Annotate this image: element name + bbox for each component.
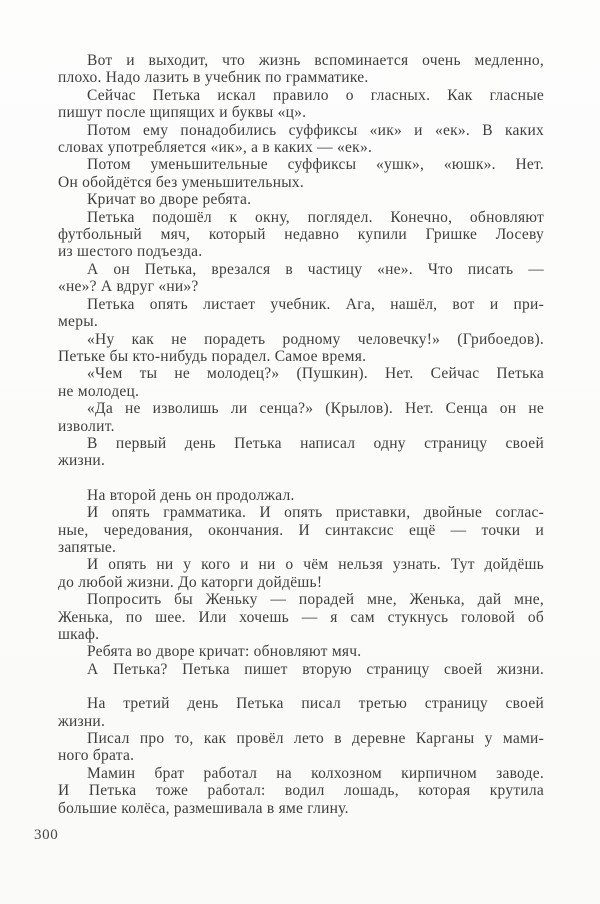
page-text	[58, 52, 544, 817]
text-line: ные, чередования, окончания. И синтаксис ещё — точки и	[58, 521, 544, 539]
text-line: шкаф.	[58, 626, 100, 643]
text-line: Кричат во дворе ребята.	[87, 191, 252, 209]
text-line: В первый день Петька написал одну страницу своей	[87, 434, 544, 452]
paragraph	[58, 331, 544, 366]
paragraph	[58, 765, 544, 817]
paragraph	[58, 191, 544, 208]
text-line: запятые.	[58, 538, 117, 556]
paragraph	[58, 591, 544, 643]
paragraph	[58, 209, 544, 261]
text-line: Мамин брат работал на колхозном кирпичном заводе.	[87, 764, 544, 782]
paragraph	[58, 156, 544, 191]
text-line: И Петька тоже работал: водил лошадь, которая крутила	[58, 782, 544, 800]
text-line: изволит.	[58, 417, 115, 435]
text-line: Ребята во дворе кричат: обновляют мяч.	[87, 643, 362, 661]
text-line: А Петька? Петька пишет вторую страницу своей жизни.	[87, 660, 544, 678]
text-line: ного брата.	[58, 747, 135, 765]
paragraph	[58, 730, 544, 765]
text-line: не молодец.	[58, 382, 140, 400]
text-line: жизни.	[58, 712, 106, 730]
text-line: Петьке бы кто-нибудь порадел. Самое время.	[58, 347, 367, 365]
paragraph	[58, 435, 544, 470]
paragraph	[58, 400, 544, 435]
paragraph	[58, 504, 544, 556]
text-line: Вот и выходит, что жизнь вспоминается очень медленно,	[87, 52, 544, 69]
text-line: На второй день он продолжал.	[87, 486, 295, 504]
text-line: И опять ни у кого и ни о чём нельзя узнать. Тут дойдёшь	[87, 556, 544, 574]
text-line: до любой жизни. До каторги дойдёшь!	[58, 573, 323, 591]
paragraph	[58, 695, 544, 730]
text-line: «не»? А вдруг «ни»?	[58, 278, 199, 296]
text-line: Потом ему понадобились суффиксы «ик» и «ек». В каких	[87, 121, 544, 139]
text-line: На третий день Петька писал третью страницу своей	[87, 695, 544, 713]
paragraph	[58, 296, 544, 331]
text-line: меры.	[58, 313, 98, 331]
paragraph	[58, 487, 544, 504]
text-line: плохо. Надо лазить в учебник по грамматике.	[58, 69, 369, 87]
text-line: Потом уменьшительные суффиксы «ушк», «юшк». Нет.	[87, 156, 544, 174]
text-line: большие колёса, размешивала в яме глину.	[58, 799, 349, 817]
text-line: «Чем ты не молодец?» (Пушкин). Нет. Сейчас Петька	[87, 365, 544, 383]
text-line: словах употребляется «ик», а в каких — «ек».	[58, 139, 373, 157]
text-line: А он Петька, врезался в частицу «не». Что писать —	[87, 260, 544, 278]
text-line: Попросить бы Женьку — порадей мне, Женька, дай мне,	[87, 591, 544, 609]
paragraph	[58, 52, 544, 87]
text-line: из шестого подъезда.	[58, 243, 203, 261]
text-line: «Да не изволишь ли сенца?» (Крылов). Нет. Сенца он не	[87, 400, 544, 418]
text-line: Сейчас Петька искал правило о гласных. Как гласные	[87, 86, 544, 104]
paragraph	[58, 365, 544, 400]
text-line: пишут после щипящих и буквы «ц».	[58, 104, 307, 122]
text-line: жизни.	[58, 452, 106, 470]
text-line: Петька подошёл к окну, поглядел. Конечно, обновляют	[87, 208, 544, 226]
text-line: Писал про то, как провёл лето в деревне Карганы у мами-	[87, 730, 544, 748]
paragraph	[58, 261, 544, 296]
paragraph	[58, 122, 544, 157]
text-line: Он обойдётся без уменьшительных.	[58, 173, 305, 191]
text-line: «Ну как не порадеть родному человечку!» (Грибоедов).	[87, 330, 544, 348]
page-number: 300	[34, 827, 59, 843]
paragraph	[58, 87, 544, 122]
text-line: Женька, по шее. Или хочешь — я сам стукнусь головой об	[58, 608, 544, 626]
text-line: Петька опять листает учебник. Ага, нашёл, вот и при-	[87, 295, 544, 313]
text-line: И опять грамматика. И опять приставки, двойные соглас-	[87, 504, 544, 522]
paragraph	[58, 661, 544, 678]
paragraph	[58, 643, 544, 660]
text-line: футбольный мяч, который недавно купили Гришке Лосеву	[58, 226, 544, 244]
paragraph	[58, 556, 544, 591]
